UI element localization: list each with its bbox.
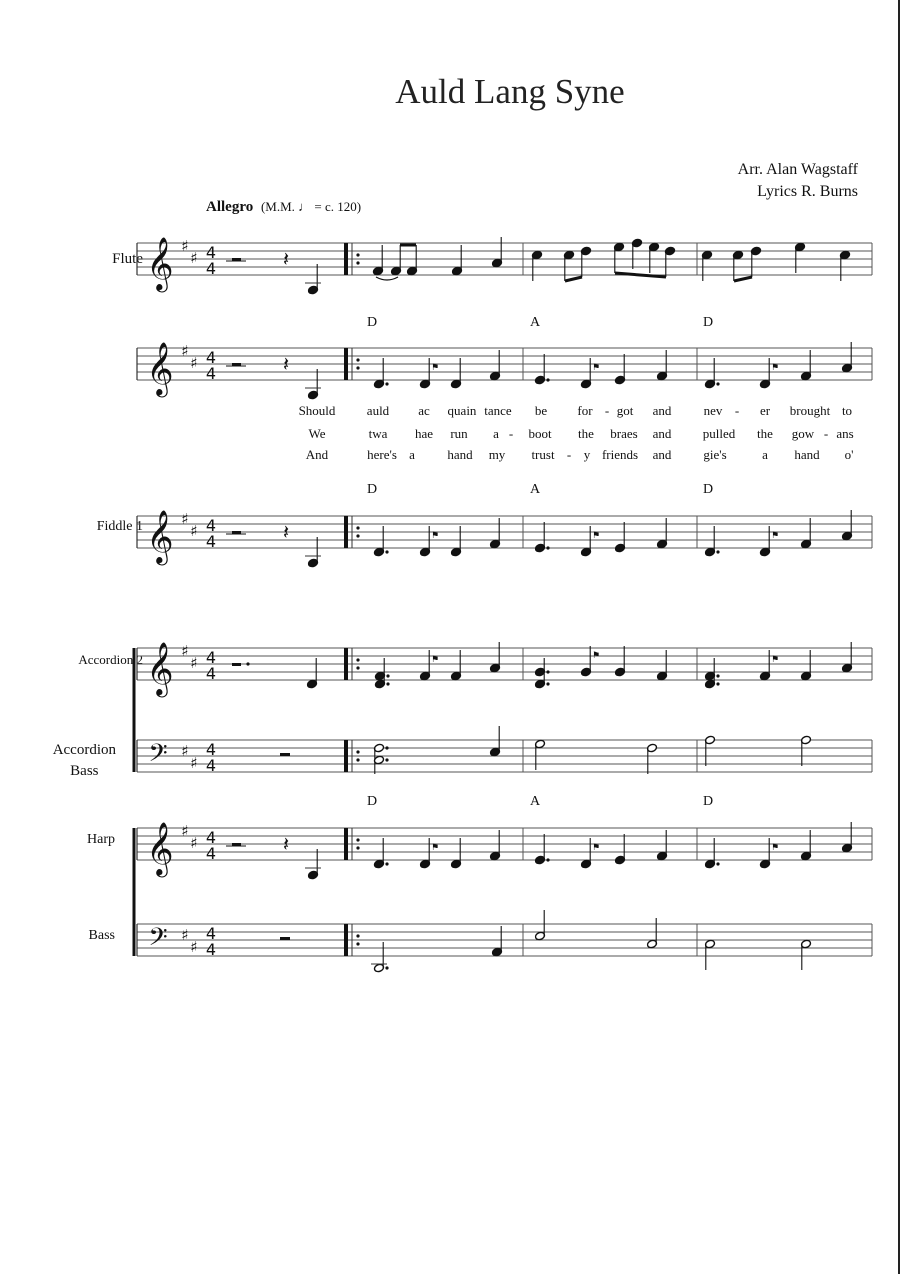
time-signature-numerator: 4: [205, 243, 217, 262]
lyric-syllable: -: [604, 403, 610, 418]
repeat-dot: [356, 358, 359, 361]
bass-clef-icon: 𝄢: [148, 739, 168, 774]
repeat-dot: [356, 526, 359, 529]
tie: [376, 277, 398, 280]
sharp-icon: ♯: [190, 754, 198, 772]
time-signature-denominator: 4: [205, 364, 217, 383]
lyric-syllable: hand: [447, 447, 473, 462]
repeat-dot: [356, 366, 359, 369]
lyric-syllable: and: [652, 426, 672, 441]
whole-rest-icon: [280, 937, 290, 940]
repeat-dot: [356, 658, 359, 661]
lyric-syllable: quain: [447, 403, 477, 418]
repeat-dot: [356, 846, 359, 849]
augmentation-dot: [386, 674, 389, 677]
time-signature-denominator: 4: [205, 756, 217, 775]
time-signature-numerator: 4: [205, 740, 217, 759]
chord-symbol: D: [703, 482, 714, 497]
chord-symbol: A: [530, 315, 541, 330]
eighth-flag-icon: ⚑: [591, 531, 601, 541]
sharp-icon: ♯: [181, 742, 189, 760]
label-bass: Bass: [88, 928, 115, 943]
lyric-syllable: and: [652, 447, 672, 462]
chord-symbol: D: [703, 794, 714, 809]
time-signature-denominator: 4: [205, 940, 217, 959]
augmentation-dot: [385, 746, 388, 749]
eighth-flag-icon: ⚑: [430, 655, 440, 665]
label-accordion-2: Accordion 2: [78, 652, 143, 667]
lyric-syllable: boot: [528, 426, 552, 441]
half-rest-icon: [232, 663, 241, 666]
lyricist-credit: Lyrics R. Burns: [757, 183, 858, 200]
augmentation-dot: [385, 966, 388, 969]
lyric-syllable: y: [583, 447, 591, 462]
lyric-syllable: -: [508, 426, 514, 441]
label-harp: Harp: [87, 832, 115, 847]
chord-symbol: D: [367, 794, 378, 809]
repeat-dot: [356, 838, 359, 841]
lyric-syllable: pulled: [702, 426, 736, 441]
lyric-syllable: the: [578, 426, 594, 441]
lyric-syllable: the: [757, 426, 773, 441]
lyric-syllable: braes: [610, 426, 638, 441]
chord-symbol: A: [530, 794, 541, 809]
lyric-syllable: -: [566, 447, 572, 462]
repeat-dot: [356, 942, 359, 945]
lyric-syllable: nev: [703, 403, 723, 418]
augmentation-dot: [546, 858, 549, 861]
lyric-syllable: auld: [366, 403, 390, 418]
bass-clef-icon: 𝄢: [148, 923, 168, 958]
augmentation-dot: [385, 550, 388, 553]
eighth-flag-icon: ⚑: [770, 655, 780, 665]
label-flute: Flute: [112, 251, 143, 267]
quarter-rest-icon: 𝄽: [282, 352, 290, 376]
beam: [565, 277, 582, 281]
eighth-flag-icon: ⚑: [770, 531, 780, 541]
augmentation-dot: [546, 682, 549, 685]
lyric-syllable: tance: [484, 403, 512, 418]
arranger-credit: Arr. Alan Wagstaff: [737, 161, 858, 178]
augmentation-dot: [716, 862, 719, 865]
repeat-dot: [356, 758, 359, 761]
lyric-syllable: here's: [367, 447, 397, 462]
whole-rest-icon: [280, 753, 290, 756]
augmentation-dot: [716, 382, 719, 385]
repeat-dot: [356, 934, 359, 937]
lyric-syllable: my: [488, 447, 506, 462]
eighth-flag-icon: ⚑: [430, 843, 440, 853]
lyric-syllable: and: [652, 403, 672, 418]
lyric-syllable: trust: [531, 447, 555, 462]
lyric-syllable: gow: [791, 426, 815, 441]
score-title: Auld Lang Syne: [395, 72, 625, 111]
treble-clef-icon: 𝄞: [146, 509, 174, 563]
lyric-syllable: gie's: [703, 447, 727, 462]
beam: [615, 273, 666, 277]
time-signature-numerator: 4: [205, 348, 217, 367]
lyric-syllable: a: [762, 447, 768, 462]
quarter-rest-icon: 𝄽: [282, 520, 290, 544]
chord-symbol: A: [530, 482, 541, 497]
sharp-icon: ♯: [181, 510, 189, 528]
sharp-icon: ♯: [181, 237, 189, 255]
treble-clef-icon: 𝄞: [146, 821, 174, 875]
treble-clef-icon: 𝄞: [146, 236, 174, 290]
eighth-flag-icon: ⚑: [770, 363, 780, 373]
label-accordion-bass: Accordion Bass: [52, 742, 116, 779]
lyric-syllable: friends: [601, 447, 639, 462]
chord-symbol: D: [367, 315, 378, 330]
tempo-word: Allegro: [206, 199, 254, 215]
lyric-syllable: to: [841, 403, 853, 418]
augmentation-dot: [246, 662, 249, 665]
lyric-syllable: for: [577, 403, 593, 418]
lyric-syllable: ac: [418, 403, 430, 418]
lyric-syllable: And: [305, 447, 329, 462]
lyric-syllable: a: [493, 426, 499, 441]
sharp-icon: ♯: [181, 642, 189, 660]
augmentation-dot: [385, 758, 388, 761]
quarter-rest-icon: 𝄽: [282, 832, 290, 856]
lyric-syllable: hae: [414, 426, 434, 441]
lyric-syllable: hand: [794, 447, 820, 462]
lyric-syllable: o': [844, 447, 854, 462]
augmentation-dot: [386, 682, 389, 685]
chord-symbol: D: [703, 315, 714, 330]
time-signature-numerator: 4: [205, 828, 217, 847]
repeat-dot: [356, 253, 359, 256]
lyric-syllable: brought: [789, 403, 831, 418]
lyric-syllable: a: [409, 447, 415, 462]
treble-clef-icon: 𝄞: [146, 341, 174, 395]
sharp-icon: ♯: [190, 522, 198, 540]
time-signature-denominator: 4: [205, 844, 217, 863]
sharp-icon: ♯: [181, 926, 189, 944]
eighth-flag-icon: ⚑: [591, 363, 601, 373]
lyric-syllable: ans: [836, 426, 854, 441]
beam: [734, 277, 752, 281]
eighth-flag-icon: ⚑: [770, 843, 780, 853]
label-fiddle-1: Fiddle 1: [96, 519, 143, 534]
eighth-flag-icon: ⚑: [430, 531, 440, 541]
lyric-syllable: got: [616, 403, 634, 418]
time-signature-denominator: 4: [205, 664, 217, 683]
lyric-syllable: be: [534, 403, 548, 418]
treble-clef-icon: 𝄞: [146, 641, 174, 695]
sharp-icon: ♯: [190, 654, 198, 672]
repeat-dot: [356, 750, 359, 753]
sharp-icon: ♯: [190, 938, 198, 956]
augmentation-dot: [546, 670, 549, 673]
lyric-syllable: We: [308, 426, 326, 441]
time-signature-denominator: 4: [205, 259, 217, 278]
chord-symbol: D: [367, 482, 378, 497]
metronome-mark: (M.M. ♩ = c. 120): [260, 199, 362, 214]
time-signature-numerator: 4: [205, 924, 217, 943]
sharp-icon: ♯: [190, 249, 198, 267]
augmentation-dot: [546, 546, 549, 549]
eighth-flag-icon: ⚑: [591, 843, 601, 853]
sharp-icon: ♯: [181, 342, 189, 360]
quarter-rest-icon: 𝄽: [282, 247, 290, 271]
eighth-flag-icon: ⚑: [430, 363, 440, 373]
time-signature-numerator: 4: [205, 648, 217, 667]
time-signature-numerator: 4: [205, 516, 217, 535]
time-signature-denominator: 4: [205, 532, 217, 551]
eighth-flag-icon: ⚑: [591, 651, 601, 661]
lyric-syllable: twa: [368, 426, 388, 441]
augmentation-dot: [546, 378, 549, 381]
lyric-syllable: -: [823, 426, 829, 441]
lyric-syllable: Should: [298, 403, 336, 418]
sharp-icon: ♯: [190, 834, 198, 852]
repeat-dot: [356, 666, 359, 669]
augmentation-dot: [385, 862, 388, 865]
sharp-icon: ♯: [181, 822, 189, 840]
repeat-dot: [356, 261, 359, 264]
lyric-syllable: -: [734, 403, 740, 418]
augmentation-dot: [385, 382, 388, 385]
augmentation-dot: [716, 550, 719, 553]
lyric-syllable: run: [450, 426, 468, 441]
repeat-dot: [356, 534, 359, 537]
sharp-icon: ♯: [190, 354, 198, 372]
lyric-syllable: er: [759, 403, 771, 418]
augmentation-dot: [716, 682, 719, 685]
augmentation-dot: [716, 674, 719, 677]
